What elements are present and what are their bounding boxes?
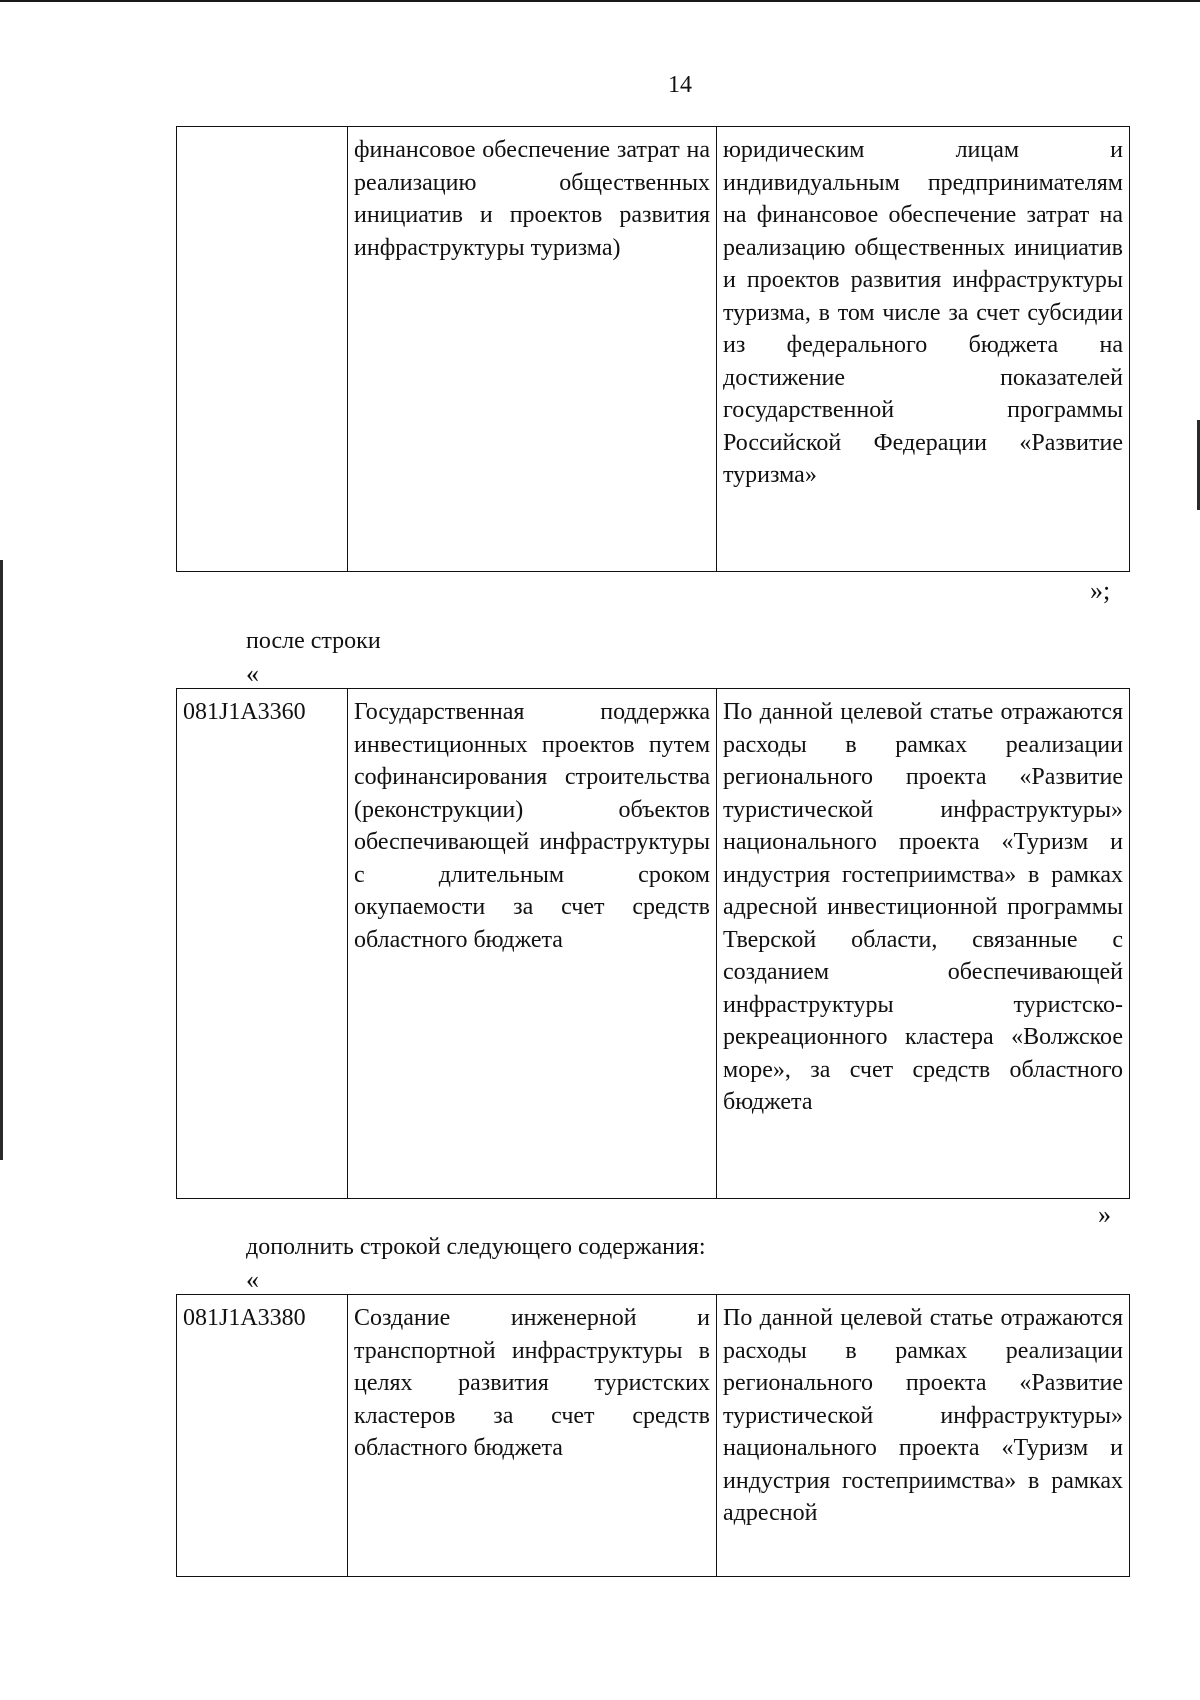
table-row [177, 689, 1130, 1199]
page-number: 14 [668, 72, 692, 98]
closing-quote: » [1098, 1200, 1111, 1229]
opening-quote: « [246, 659, 259, 688]
table-cell-description: юридическим лицам и индивидуальным предпринимателям на финансовое обеспечение затрат на реализацию общественных инициатив и проектов развития инфраструктуры туризма, в том числе за счет субсидии из федерального бюджета на достижение показателей государственной программы Российской Федерации «Развитие туризма» [717, 127, 1130, 572]
table-cell-name: Государственная поддержка инвестиционных проектов путем софинансирования строительства (реконструкции) объектов обеспечивающей инфраструктуры с длительным сроком окупаемости за счет средств областного бюджета [348, 689, 717, 1199]
budget-table-new-row [176, 1294, 1130, 1577]
table-cell-code: 081J1A3360 [177, 689, 348, 1199]
table-row [177, 127, 1130, 572]
table-cell-description: По данной целевой статье отражаются расходы в рамках реализации регионального проекта «Развитие туристической инфраструктуры» национального проекта «Туризм и индустрия гостеприимства» в рамках адресной [717, 1295, 1130, 1577]
instruction-text: дополнить строкой следующего содержания: [246, 1234, 706, 1260]
scan-edge-mark [0, 560, 3, 1160]
table-cell-name: финансовое обеспечение затрат на реализацию общественных инициатив и проектов развития инфраструктуры туризма) [348, 127, 717, 572]
table-cell-description: По данной целевой статье отражаются расходы в рамках реализации регионального проекта «Развитие туристической инфраструктуры» национального проекта «Туризм и индустрия гостеприимства» в рамках адресной инвестиционной программы Тверской области, связанные с созданием обеспечивающей инфраструктуры туристско-рекреационного кластера «Волжское море», за счет средств областного бюджета [717, 689, 1130, 1199]
opening-quote: « [246, 1265, 259, 1294]
instruction-text: после строки [246, 628, 381, 654]
table-cell-name: Создание инженерной и транспортной инфраструктуры в целях развития туристских кластеров за счет средств областного бюджета [348, 1295, 717, 1577]
budget-table-continuation [176, 126, 1130, 572]
table-row [177, 1295, 1130, 1577]
table-cell-code: 081J1A3380 [177, 1295, 348, 1577]
table-cell-code [177, 127, 348, 572]
scan-edge-line [0, 0, 1200, 2]
closing-quote: »; [1090, 576, 1111, 605]
budget-table-existing-row [176, 688, 1130, 1199]
